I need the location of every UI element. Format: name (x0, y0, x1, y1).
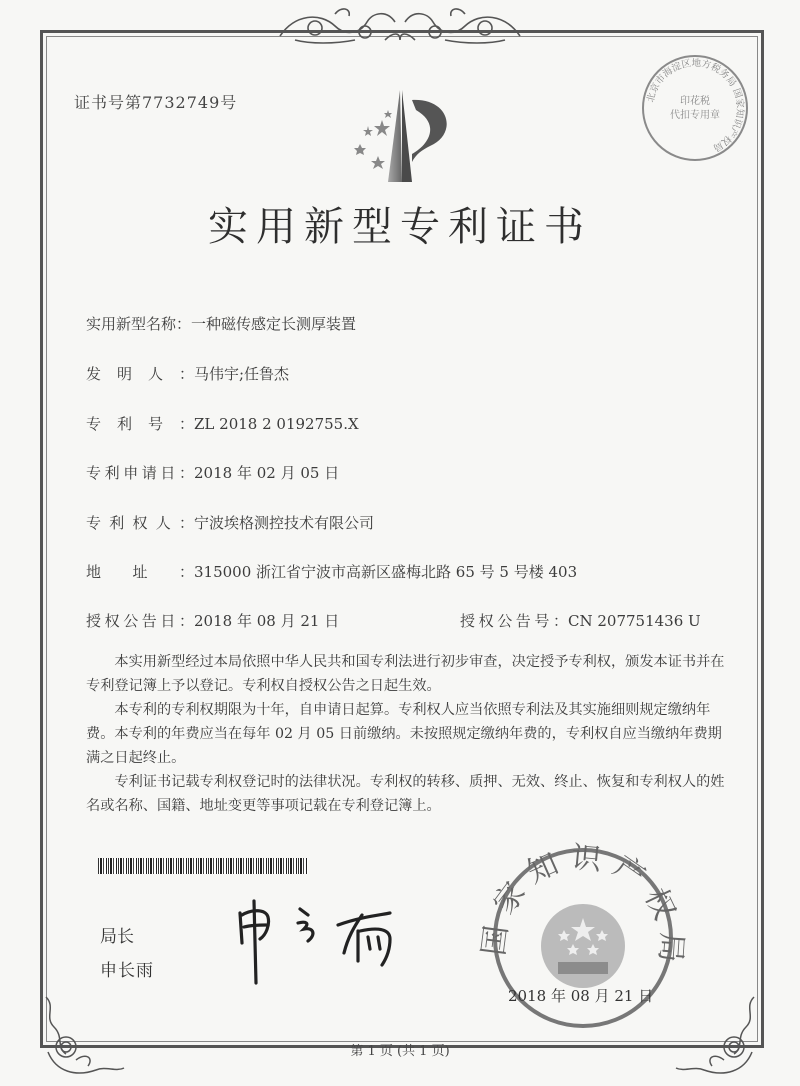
top-ornament-icon (275, 4, 525, 48)
field-grant-date (86, 610, 339, 631)
field-address (86, 561, 577, 582)
field-grant-number (460, 610, 701, 631)
field-label: 地址： (86, 563, 194, 581)
field-value: 宁波埃格测控技术有限公司 (194, 514, 375, 532)
field-patentee (86, 512, 374, 533)
director-title: 局长 (100, 927, 134, 947)
handwritten-signature-icon (230, 895, 410, 985)
cnipa-logo-icon (330, 84, 470, 184)
paragraph-legal-status: 专利证书记载专利权登记时的法律状况。专利权的转移、质押、无效、终止、恢复和专利权人的姓名或名称、国籍、地址变更等事项记载在专利登记簿上。 (86, 774, 725, 814)
paragraph-term: 本专利的专利权期限为十年，自申请日起算。专利权人应当依照专利法及其实施细则规定缴纳年费。本专利的年费应当在每年 02 月 05 日前缴纳。未按照规定缴纳年费的，专利权自应当缴纳年费期满之日起终止。 (86, 702, 722, 766)
field-label: 专利权人： (86, 514, 194, 532)
certificate-body (86, 650, 726, 818)
certificate-title: 实用新型专利证书 (208, 204, 592, 250)
field-value: 2018 年 08 月 21 日 (194, 612, 340, 630)
field-patent-number (86, 413, 359, 434)
field-value: 马伟宇;任鲁杰 (194, 365, 290, 383)
field-value: CN 207751436 U (568, 612, 701, 630)
field-label: 发明人： (86, 365, 194, 383)
page-indicator: 第 1 页 (共 1 页) (350, 1044, 450, 1059)
field-label: 专利申请日： (86, 464, 194, 482)
tax-stamp-line1: 印花税 (680, 96, 710, 107)
field-value: 2018 年 02 月 05 日 (194, 464, 340, 482)
paragraph-grant: 本实用新型经过本局依照中华人民共和国专利法进行初步审查，决定授予专利权，颁发本证书并在专利登记簿上予以登记。专利权自授权公告之日起生效。 (86, 654, 725, 694)
tax-stamp-line2: 代扣专用章 (670, 110, 720, 121)
certificate-number: 证书号第7732749号 (74, 93, 238, 112)
bottom-left-ornament-icon (36, 992, 126, 1082)
field-value: ZL 2018 2 0192755.X (194, 415, 359, 433)
seal-date: 2018 年 08 月 21 日 (508, 987, 654, 1005)
field-application-date (86, 462, 339, 483)
field-value: 一种磁传感定长测厚装置 (191, 315, 357, 333)
field-label: 授权公告日： (86, 612, 194, 630)
field-value: 315000 浙江省宁波市高新区盛梅北路 65 号 5 号楼 403 (194, 563, 578, 581)
tax-stamp-seal (635, 48, 755, 168)
seal-ring-text: 国家知识产权局 (478, 840, 688, 974)
tax-stamp-ring-text: 北京市海淀区地方税务局 国家知识产权局 (645, 57, 746, 154)
field-label: 授权公告号： (460, 612, 568, 630)
field-label: 实用新型名称： (86, 315, 192, 333)
barcode (98, 858, 308, 874)
field-inventor (86, 363, 289, 384)
field-utility-model-name (86, 313, 356, 334)
director-name: 申长雨 (100, 961, 154, 981)
field-label: 专利号： (86, 415, 194, 433)
